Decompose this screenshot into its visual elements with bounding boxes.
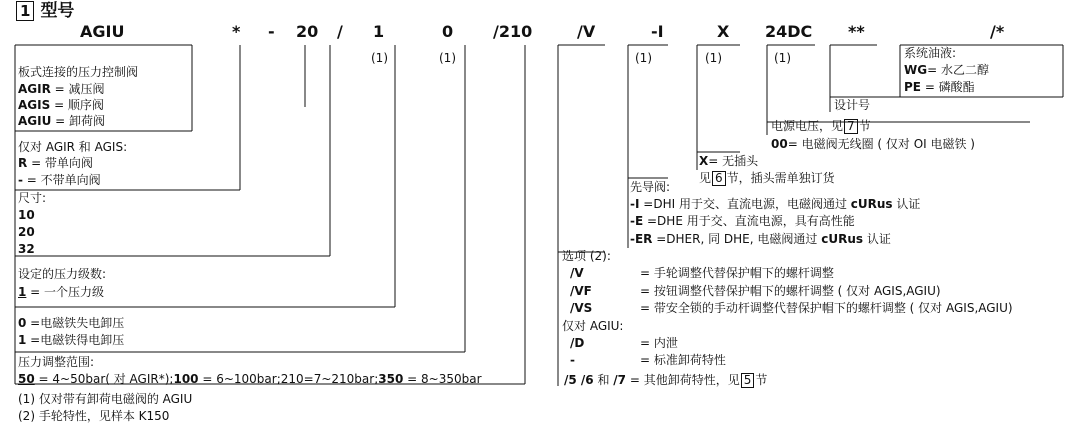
pe-row: PE = 磷酸酯 [904,80,975,94]
opt-vf-text: = 按钮调整代替保护帽下的螺杆调整 ( 仅对 AGIS,AGIU) [640,284,941,298]
oo-row: 00= 电磁阀无线圈 ( 仅对 OI 电磁铁 ) [771,137,975,151]
opt-vs-text: = 带安全锁的手动杆调整代替保护帽下的螺杆调整 ( 仅对 AGIS,AGIU) [640,301,1013,315]
unload-1-row: 1 =电磁铁得电卸压 [18,333,125,347]
section-title: 型号 [40,1,75,21]
section-number: 1 [16,1,34,21]
levels-title: 设定的压力级数: [18,267,107,281]
code-agiu: AGIU [80,22,125,41]
agis-row: AGIS = 顺序阀 [18,98,104,112]
opt-vs-code: /VS [570,301,593,315]
range-row: 50 = 4~50bar( 对 AGIR*);100 = 6~100bar;210=7~210bar;350 = 8~350bar [18,372,482,386]
agir-row: AGIR = 减压阀 [18,82,105,96]
ref-i: (1) [635,51,652,65]
opt-d-text: = 内泄 [640,336,678,350]
code-star: * [232,22,241,41]
design-number: 设计号 [834,98,871,112]
opt-other-row: /5 /6 和 /7 = 其他卸荷特性，见 5 节 [564,373,768,387]
section-ref-7: 7 [844,119,858,134]
code-210: /210 [493,22,533,41]
size-32: 32 [18,242,35,256]
opt-dash-code: - [570,353,575,367]
agiu-only-title: 仅对 AGIU: [562,319,624,333]
opt-vf-code: /VF [570,284,592,298]
code-24dc: 24DC [765,22,813,41]
pilot-e-row: -E =DHE 用于交、直流电源，具有高性能 [630,214,855,228]
ref-dc: (1) [774,51,791,65]
opt-dash-text: = 标准卸荷特性 [640,353,726,367]
section-ref-5: 5 [741,373,755,388]
footnote-2: (2) 手轮特性，见样本 K150 [18,409,170,423]
size-20: 20 [18,225,35,239]
ref-x: (1) [705,51,722,65]
size-title: 尺寸: [18,191,47,205]
footnote-1: (1) 仅对带有卸荷电磁阀的 AGIU [18,392,193,406]
opt-d-code: /D [570,336,585,350]
voltage-row: 电源电压，见 7 节 [771,119,871,133]
code-slash: / [337,22,343,41]
code-zero: 0 [442,22,454,41]
dash-row: - = 不带单向阀 [18,173,101,187]
section-ref-6: 6 [712,171,726,186]
pilot-title: 先导阀: [630,180,671,194]
type-title: 板式连接的压力控制阀 [18,65,139,79]
fluid-title: 系统油液: [904,46,957,60]
only-agir-agis: 仅对 AGIR 和 AGIS: [18,140,128,154]
code-fluid: /* [990,22,1005,41]
opt-v-code: /V [570,266,584,280]
code-stars: ** [848,22,865,41]
x-row: X= 无插头 [699,154,759,168]
code-dash: - [268,22,275,41]
r-row: R = 带单向阀 [18,156,93,170]
wg-row: WG= 水乙二醇 [904,63,989,77]
code-i: -I [651,22,664,41]
pilot-er-row: -ER =DHER, 同 DHE, 电磁阀通过 cURus 认证 [630,232,891,246]
code-x: X [717,22,730,41]
ref-one: (1) [371,51,388,65]
code-one: 1 [373,22,385,41]
code-v: /V [577,22,596,41]
opt-v-text: = 手轮调整代替保护帽下的螺杆调整 [640,266,834,280]
size-10: 10 [18,208,35,222]
levels-row: 1 = 一个压力级 [18,285,105,299]
unload-0-row: 0 =电磁铁失电卸压 [18,316,125,330]
code-size: 20 [296,22,319,41]
plug-row: 见 6 节，插头需单独订货 [699,171,835,185]
section-header [16,3,74,20]
pilot-i-row: -I =DHI 用于交、直流电源，电磁阀通过 cURus 认证 [630,197,921,211]
options-title: 选项 (2): [562,249,611,263]
range-title: 压力调整范围: [18,355,95,369]
ref-zero: (1) [439,51,456,65]
agiu-row: AGIU = 卸荷阀 [18,114,106,128]
